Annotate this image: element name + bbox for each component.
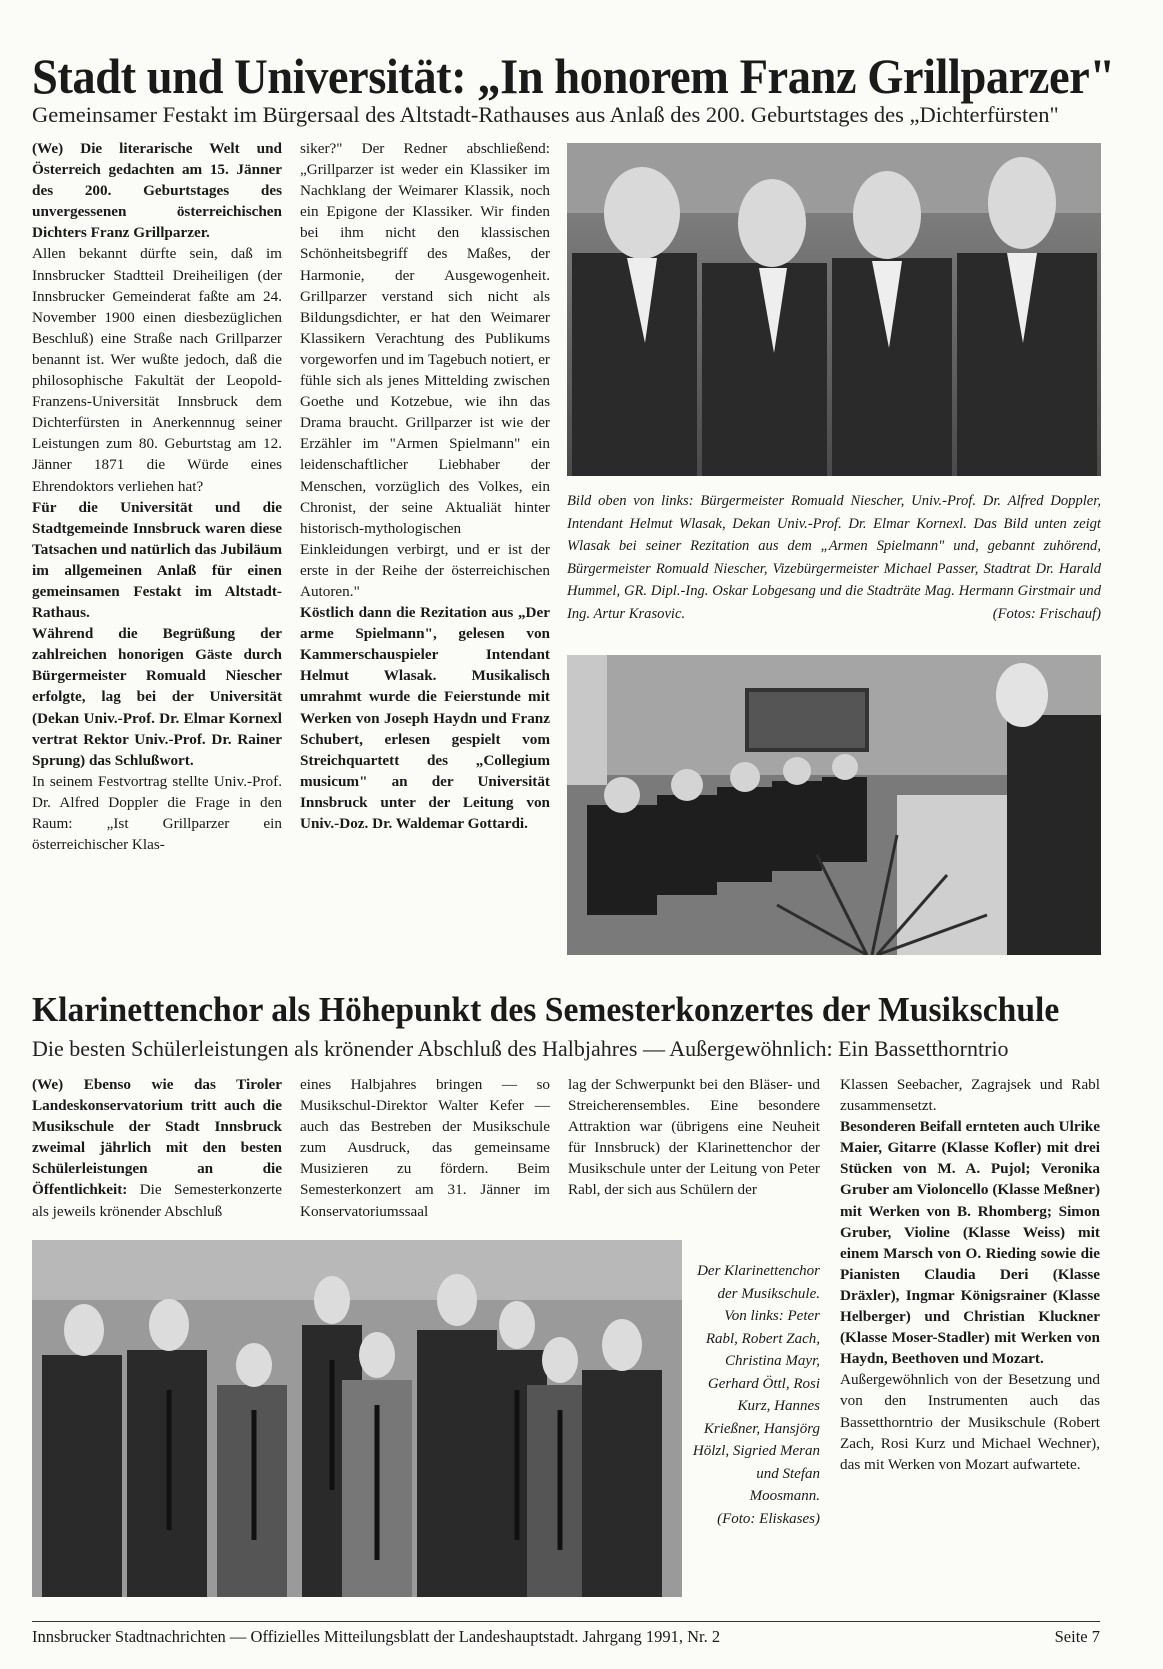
- article2-subheadline: Die besten Schülerleistungen als krönender Abschluß des Halbjahres — Außergewöhnlich: Ein Bassetthorntrio: [32, 1036, 1009, 1061]
- article2-column-3: lag der Schwerpunkt bei den Bläser- und Streicherensembles. Eine besondere Attraktion war (übrigens eine Neuheit für Innsbruck) der Klarinettenchor der Musikschule unter der Leitung von Peter Rabl, der sich aus Schülern der: [568, 1076, 820, 1199]
- photo-recitation-image: [567, 655, 1101, 955]
- article1-subheadline: Gemeinsamer Festakt im Bürgersaal des Altstadt-Rathauses aus Anlaß des 200. Geburtstages des „Dichterfürsten": [32, 102, 1059, 127]
- article1-headline: Stadt und Universität: „In honorem Franz Grillparzer": [32, 48, 1115, 104]
- article1-photo-credit: (Fotos: Frischauf): [992, 605, 1101, 622]
- paragraph: Allen bekannt dürfte sein, daß im Innsbrucker Stadtteil Dreiheiligen (der Innsbrucker Gemeinderat faßte am 24. November 1900 einen diesbezüglichen Beschluß) eine Straße nach Grillparzer benannt ist. Wer wußte jedoch, daß die philosophische Fakultät der Leopold-Franzens-Universität Innsbruck dem Dichterfürsten in Anerkennnug seiner Leistungen zum 80. Geburtstag am 12. Jänner 1871 die Würde eines Ehrendoktors verliehen hat?: [32, 245, 282, 495]
- photo-festakt-group: [567, 143, 1101, 476]
- article1-caption-text: Bild oben von links: Bürgermeister Romuald Niescher, Univ.-Prof. Dr. Alfred Doppler, Intendant Helmut Wlasak, Dekan Univ.-Prof. Dr. Elmar Kornexl. Das Bild unten zeigt Wlasak bei seiner Rezitation aus dem „Armen Spielmann" und, gebannt zuhörend, Bürgermeister Romuald Niescher, Vizebürgermeister Michael Passer, Stadtrat Dr. Harald Hummel, GR. Dipl.-Ing. Oskar Lobgesang und die Stadträte Mag. Hermann Girstmair und Ing. Artur Krasovic.: [567, 493, 1101, 622]
- paragraph: Außergewöhnlich von der Besetzung und von den Instrumenten auch das Bassetthorntrio der Musikschule (Robert Zach, Rosi Kurz und Michael Wechner), das mit Werken von Mozart aufwartete.: [840, 1371, 1100, 1473]
- article2-photo-credit: (Foto: Eliskases): [717, 1510, 820, 1527]
- paragraph: Für die Universität und die Stadtgemeinde Innsbruck waren diese Tatsachen und natürlich das Jubiläum im allgemeinen Anlaß für einen gemeinsamen Festakt im Altstadt-Rathaus.: [32, 498, 282, 622]
- paragraph: Während die Begrüßung der zahlreichen honorigen Gäste durch Bürgermeister Romuald Niescher erfolgte, lag bei der Universität (Dekan Univ.-Prof. Dr. Elmar Kornexl vertrat Rektor Univ.-Prof. Dr. Rainer Sprung) das Schlußwort.: [32, 625, 282, 769]
- article2-column-4: [840, 1074, 1100, 1475]
- paragraph: siker?" Der Redner abschließend: „Grillparzer ist weder ein Klassiker im Nachklang der Weimarer Klassik, noch ein Epigone der Klassiker. Wir finden bei ihm nicht den klassischen Schönheitsbegriff des Maßes, der Harmonie, der Ausgewogenheit. Grillparzer verstand sich nicht als Bildungsdichter, er hat den Weimarer Klassikern Verachtung des Publikums vorgeworfen und im Tagebuch notiert, er fühle sich als jenes Mittelding zwischen Goethe und Kotzebue, wie ihn das Drama braucht. Grillparzer ist wie der Erzähler im "Armen Spielmann" ein leidenschaftlicher Liebhaber der Menschen, vorzüglich des Volkes, ein Chronist, der seine Aktualiät hinter historisch-mythologischen Einkleidungen verbirgt, und er ist der erste in der Reihe der österreichischen Autoren.": [300, 140, 550, 600]
- photo-festakt-group-image: [567, 143, 1101, 476]
- paragraph: Klassen Seebacher, Zagrajsek und Rabl zusammensetzt.: [840, 1076, 1100, 1115]
- article2-headline: Klarinettenchor als Höhepunkt des Semesterkonzertes der Musikschule: [32, 990, 1060, 1029]
- article2-column-2: eines Halbjahres bringen — so Musikschul-Direktor Walter Kefer — auch das Bestreben der Musikschule zum Ausdruck, das gemeinsame Musizieren zu fördern. Beim Semesterkonzert am 31. Jänner im Konservatoriumssaal: [300, 1076, 550, 1220]
- paragraph: In seinem Festvortrag stellte Univ.-Prof. Dr. Alfred Doppler die Frage in den Raum: „Ist Grillparzer ein österreichischer Klas-: [32, 772, 282, 854]
- article1-caption: [567, 490, 1101, 626]
- article1-column-2: [300, 138, 550, 834]
- article2-caption: [692, 1260, 820, 1530]
- paragraph: Besonderen Beifall ernteten auch Ulrike Maier, Gitarre (Klasse Kofler) mit drei Stücken von M. A. Pujol; Veronika Gruber am Violoncello (Klasse Meßner) mit Werken von B. Rhomberg; Simon Gruber, Violine (Klasse Weiss) mit einem Marsch von O. Rieding sowie die Pianisten Claudia Deri (Klasse Dräxler), Ingmar Königsrainer (Klasse Helberger) und Christian Kluckner (Klasse Moser-Stadler) mit Werken von Haydn, Beethoven und Mozart.: [840, 1118, 1100, 1368]
- footer-publication: Innsbrucker Stadtnachrichten — Offizielles Mitteilungsblatt der Landeshauptstadt. Jahrgang 1991, Nr. 2: [32, 1627, 721, 1646]
- article2-caption-text: Der Klarinettenchor der Musikschule. Von links: Peter Rabl, Robert Zach, Christina Mayr, Gerhard Öttl, Rosi Kurz, Hannes Krießner, Hansjörg Hölzl, Sigried Meran und Stefan Moosmann.: [692, 1263, 820, 1504]
- photo-recitation: [567, 655, 1101, 955]
- article2-column-1: [32, 1074, 282, 1222]
- photo-klarinettenchor: [32, 1240, 682, 1597]
- page-footer: [32, 1621, 1100, 1648]
- paragraph: Die Semesterkonzerte als jeweils krönender Abschluß: [32, 1181, 282, 1220]
- article1-column-1: [32, 138, 282, 855]
- paragraph: Köstlich dann die Rezitation aus „Der arme Spielmann", gelesen von Kammerschauspieler Intendant Helmut Wlasak. Musikalisch umrahmt wurde die Feierstunde mit Werken von Joseph Haydn und Franz Schubert, erlesen gespielt vom Streichquartett des „Collegium musicum" an der Universität Innsbruck unter der Leitung von Univ.-Doz. Dr. Waldemar Gottardi.: [300, 604, 550, 832]
- paragraph: (We) Die literarische Welt und Österreich gedachten am 15. Jänner des 200. Geburtstages des unvergessenen österreichischen Dichters Franz Grillparzer.: [32, 140, 282, 242]
- paragraph: (We) Ebenso wie das Tiroler Landeskonservatorium tritt auch die Musikschule der Stadt Innsbruck zweimal jährlich mit den besten Schülerleistungen an die Öffentlichkeit:: [32, 1076, 282, 1199]
- footer-page-number: Seite 7: [1054, 1627, 1100, 1646]
- photo-klarinettenchor-image: [32, 1240, 682, 1597]
